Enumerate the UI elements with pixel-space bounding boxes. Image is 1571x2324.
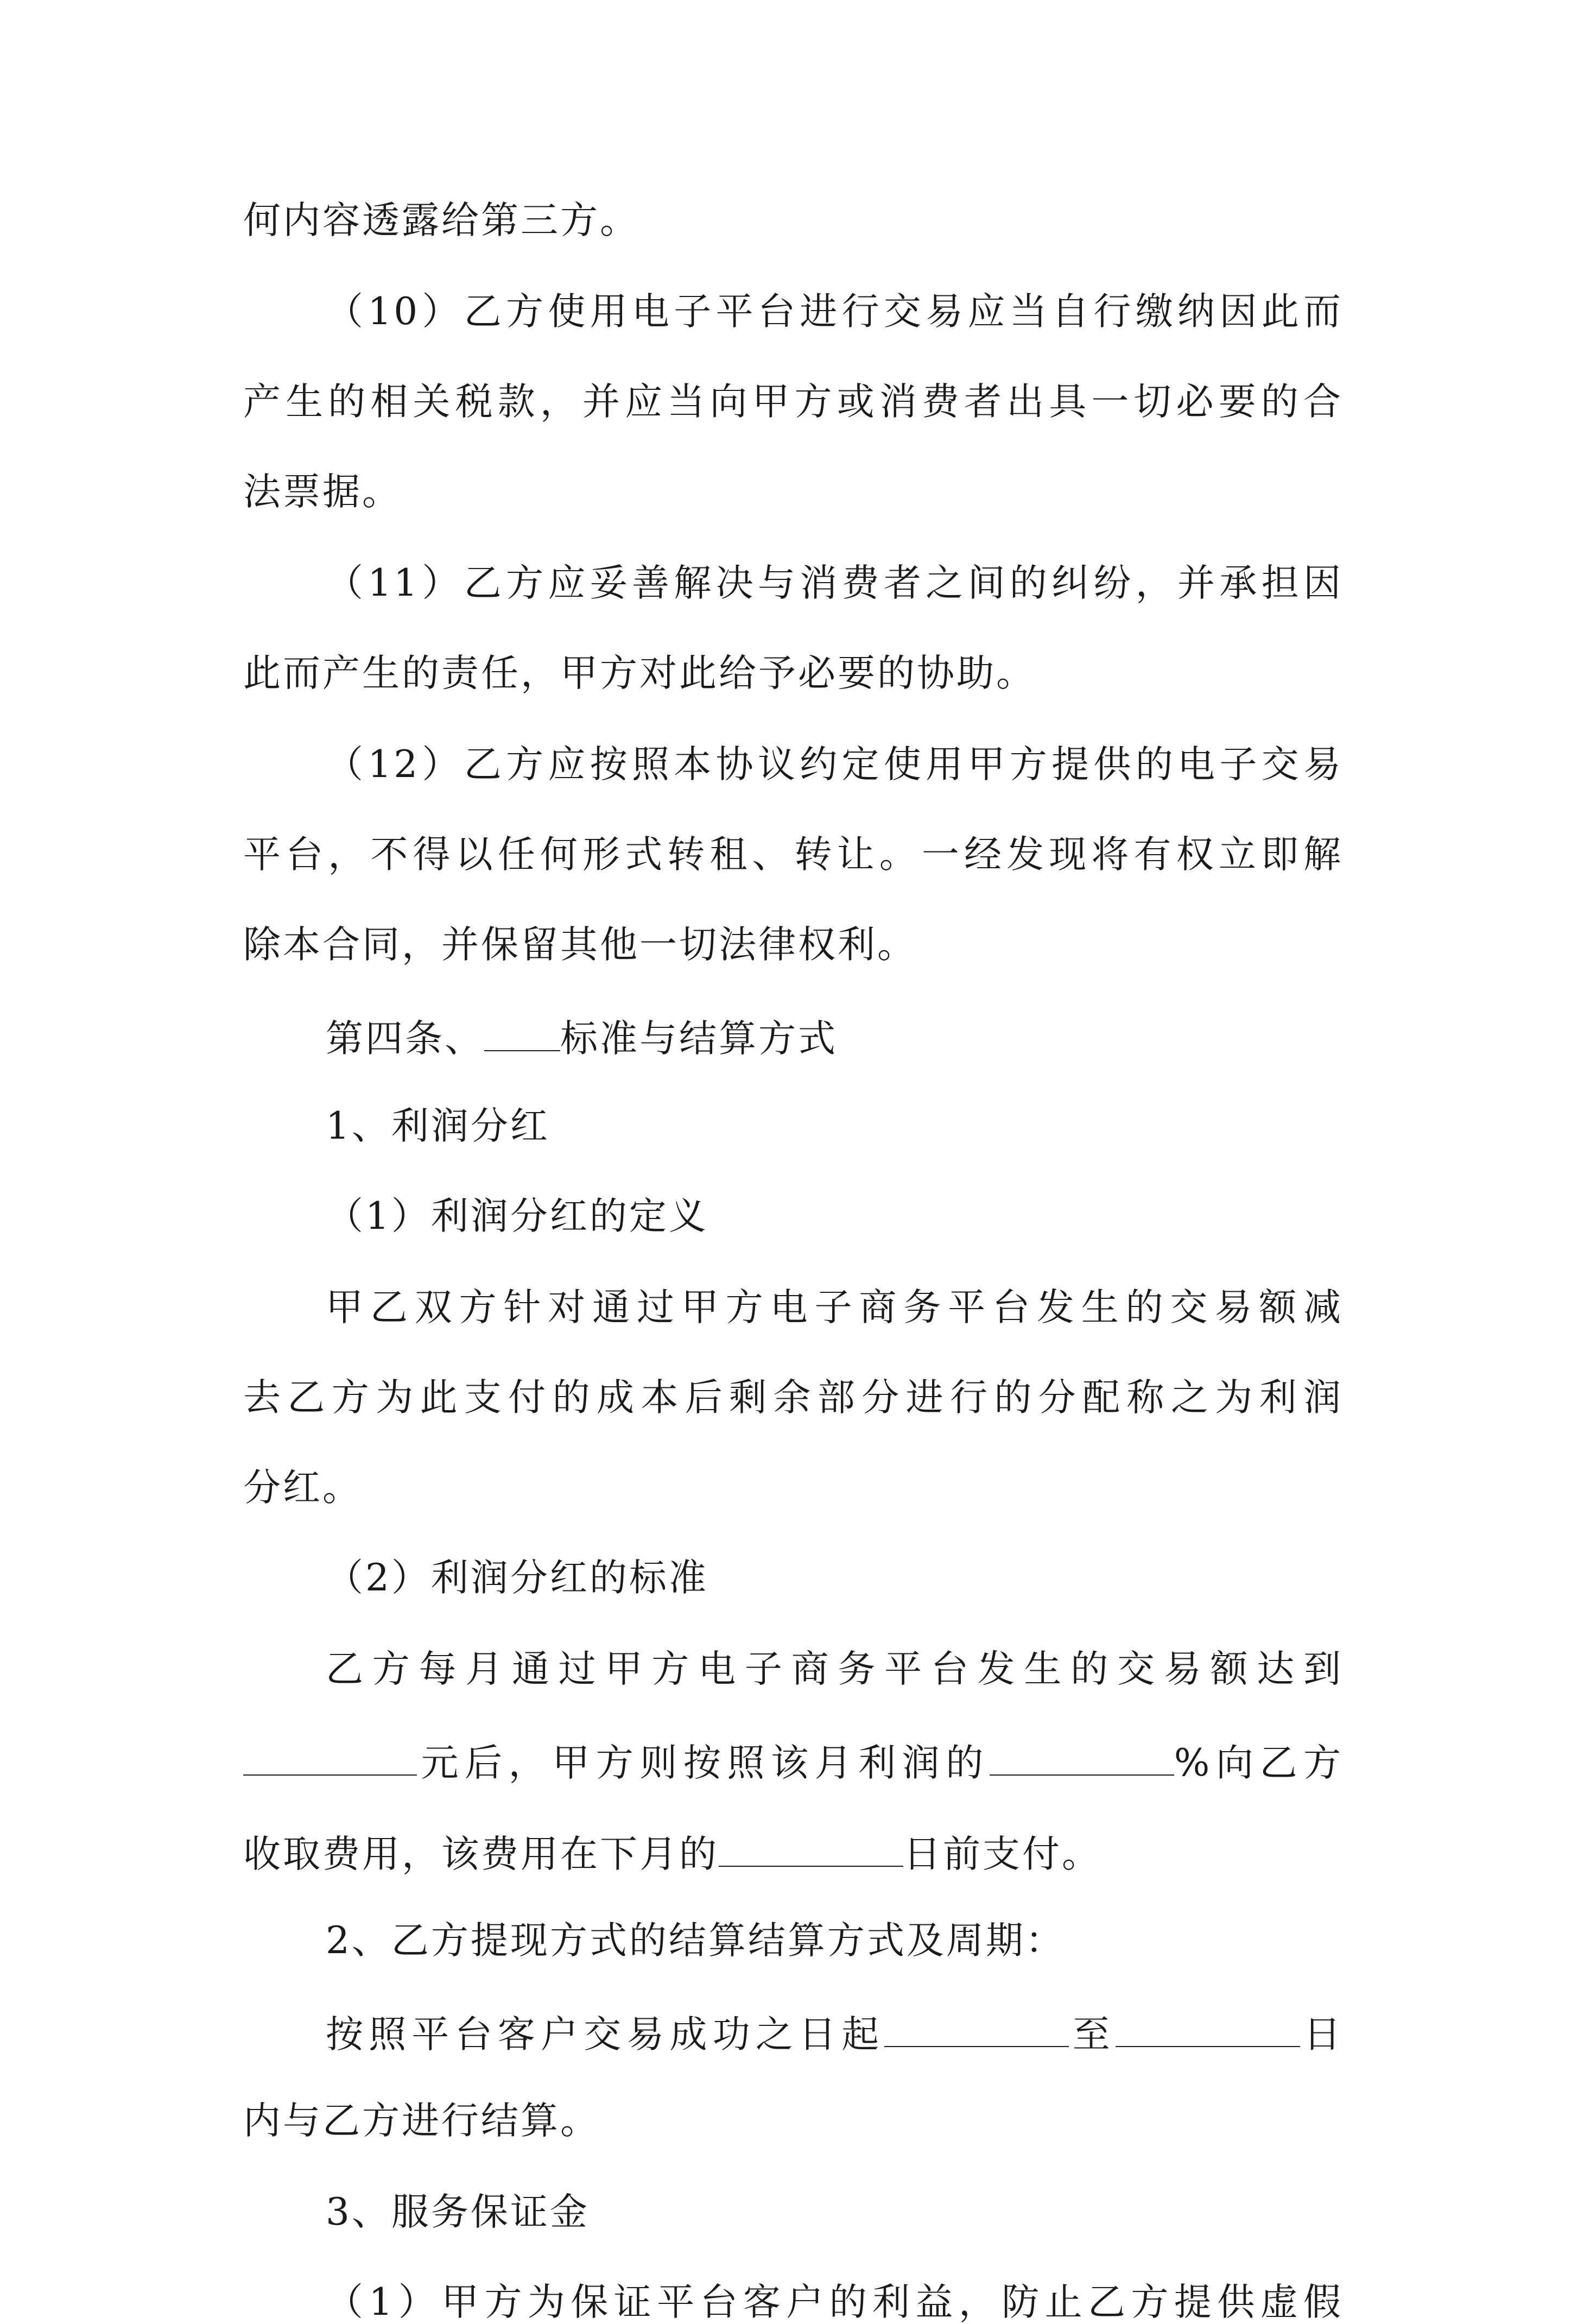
deposit-line-1: （1）甲方为保证平台客户的利益，防止乙方提供虚假 bbox=[326, 2281, 1343, 2324]
blank-field bbox=[990, 1741, 1174, 1776]
standard-text-2: %向乙方 bbox=[1174, 1741, 1343, 1785]
blank-field bbox=[884, 2012, 1069, 2047]
settlement-line-2: 内与乙方进行结算。 bbox=[243, 2099, 600, 2143]
clause-12-line-2: 平台，不得以任何形式转租、转让。一经发现将有权立即解 bbox=[243, 833, 1343, 876]
clause-11-line-1: （11）乙方应妥善解决与消费者之间的纠纷，并承担因 bbox=[326, 561, 1343, 605]
payment-text-1: 收取费用，该费用在下月的 bbox=[243, 1833, 719, 1876]
standard-line-2 bbox=[243, 1741, 1343, 1785]
payment-text-2: 日前支付。 bbox=[903, 1833, 1101, 1876]
settlement-line-1 bbox=[326, 2012, 1343, 2054]
payment-line bbox=[243, 1832, 1101, 1876]
clause-11-line-2: 此而产生的责任，甲方对此给予必要的协助。 bbox=[243, 652, 1036, 695]
article-4-prefix: 第四条、 bbox=[326, 1017, 484, 1060]
subsection-1-heading: （1）利润分红的定义 bbox=[326, 1195, 708, 1238]
blank-field bbox=[1116, 2012, 1300, 2047]
article-4-suffix: 标准与结算方式 bbox=[560, 1017, 838, 1060]
standard-line-1: 乙方每月通过甲方电子商务平台发生的交易额达到 bbox=[326, 1647, 1343, 1691]
clause-12-line-3: 除本合同，并保留其他一切法律权利。 bbox=[243, 923, 917, 967]
paragraph-line: 何内容透露给第三方。 bbox=[243, 199, 639, 242]
blank-field bbox=[243, 1741, 417, 1776]
settlement-text-3: 日 bbox=[1300, 2013, 1343, 2056]
blank-field bbox=[484, 1016, 560, 1051]
settlement-text-1: 按照平台客户交易成功之日起 bbox=[326, 2013, 885, 2056]
definition-line-3: 分红。 bbox=[243, 1466, 362, 1510]
settlement-text-2: 至 bbox=[1069, 2013, 1116, 2056]
clause-10-line-3: 法票据。 bbox=[243, 470, 402, 514]
clause-10-line-2: 产生的相关税款，并应当向甲方或消费者出具一切必要的合 bbox=[243, 380, 1343, 424]
subsection-2-heading: （2）利润分红的标准 bbox=[326, 1556, 708, 1600]
section-3-heading: 3、服务保证金 bbox=[326, 2190, 590, 2234]
clause-10-line-1: （10）乙方使用电子平台进行交易应当自行缴纳因此而 bbox=[326, 290, 1343, 333]
blank-field bbox=[719, 1832, 903, 1867]
section-2-heading: 2、乙方提现方式的结算结算方式及周期： bbox=[326, 1919, 1065, 1962]
article-4-heading bbox=[326, 1016, 838, 1058]
definition-line-2: 去乙方为此支付的成本后剩余部分进行的分配称之为利润 bbox=[243, 1376, 1343, 1419]
standard-text-1: 元后，甲方则按照该月利润的 bbox=[417, 1741, 990, 1785]
clause-12-line-1: （12）乙方应按照本协议约定使用甲方提供的电子交易 bbox=[326, 743, 1343, 786]
section-1-heading: 1、利润分红 bbox=[326, 1104, 550, 1148]
definition-line-1: 甲乙双方针对通过甲方电子商务平台发生的交易额减 bbox=[326, 1286, 1343, 1329]
